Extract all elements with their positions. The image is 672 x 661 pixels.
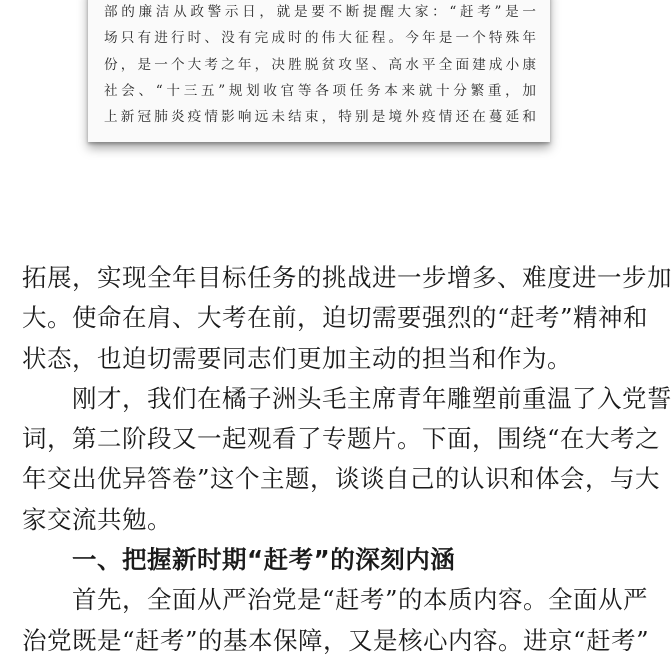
paragraph-line: 词，第二阶段又一起观看了专题片。下面，围绕“在大考之 <box>22 424 661 454</box>
paragraph-line: 家交流共勉。 <box>22 504 172 534</box>
paragraph-line: 年交出优异答卷”这个主题，谈谈自己的认识和体会，与大 <box>22 464 661 494</box>
paragraph-line: 大。使命在肩、大考在前，迫切需要强烈的“赶考”精神和 <box>22 303 649 333</box>
inset-page-photo <box>88 0 550 142</box>
inset-line: 上新冠肺炎疫情影响远未结束，特别是境外疫情还在蔓延和 <box>104 108 536 125</box>
paragraph-line: 首先，全面从严治党是“赶考”的本质内容。全面从严 <box>72 585 649 615</box>
inset-line: 场只有进行时、没有完成时的伟大征程。今年是一个特殊年 <box>104 30 536 47</box>
inset-line: 部的廉洁从政警示日，就是要不断提醒大家：“赶考”是一 <box>104 4 536 21</box>
inset-line: 份，是一个大考之年，决胜脱贫攻坚、高水平全面建成小康 <box>104 56 536 73</box>
inset-page-text <box>104 0 536 130</box>
paragraph-line: 治党既是“赶考”的基本保障，又是核心内容。进京“赶考” <box>22 625 650 655</box>
section-heading: 一、把握新时期“赶考”的深刻内涵 <box>72 545 456 575</box>
paragraph-line: 拓展，实现全年目标任务的挑战进一步增多、难度进一步加 <box>22 263 672 292</box>
paragraph-line: 状态，也迫切需要同志们更加主动的担当和作为。 <box>22 343 572 373</box>
inset-line: 社会、“十三五”规划收官等各项任务本来就十分繁重，加 <box>104 82 536 99</box>
article-body <box>22 258 672 661</box>
paragraph-line: 刚才，我们在橘子洲头毛主席青年雕塑前重温了入党誓 <box>72 383 672 413</box>
